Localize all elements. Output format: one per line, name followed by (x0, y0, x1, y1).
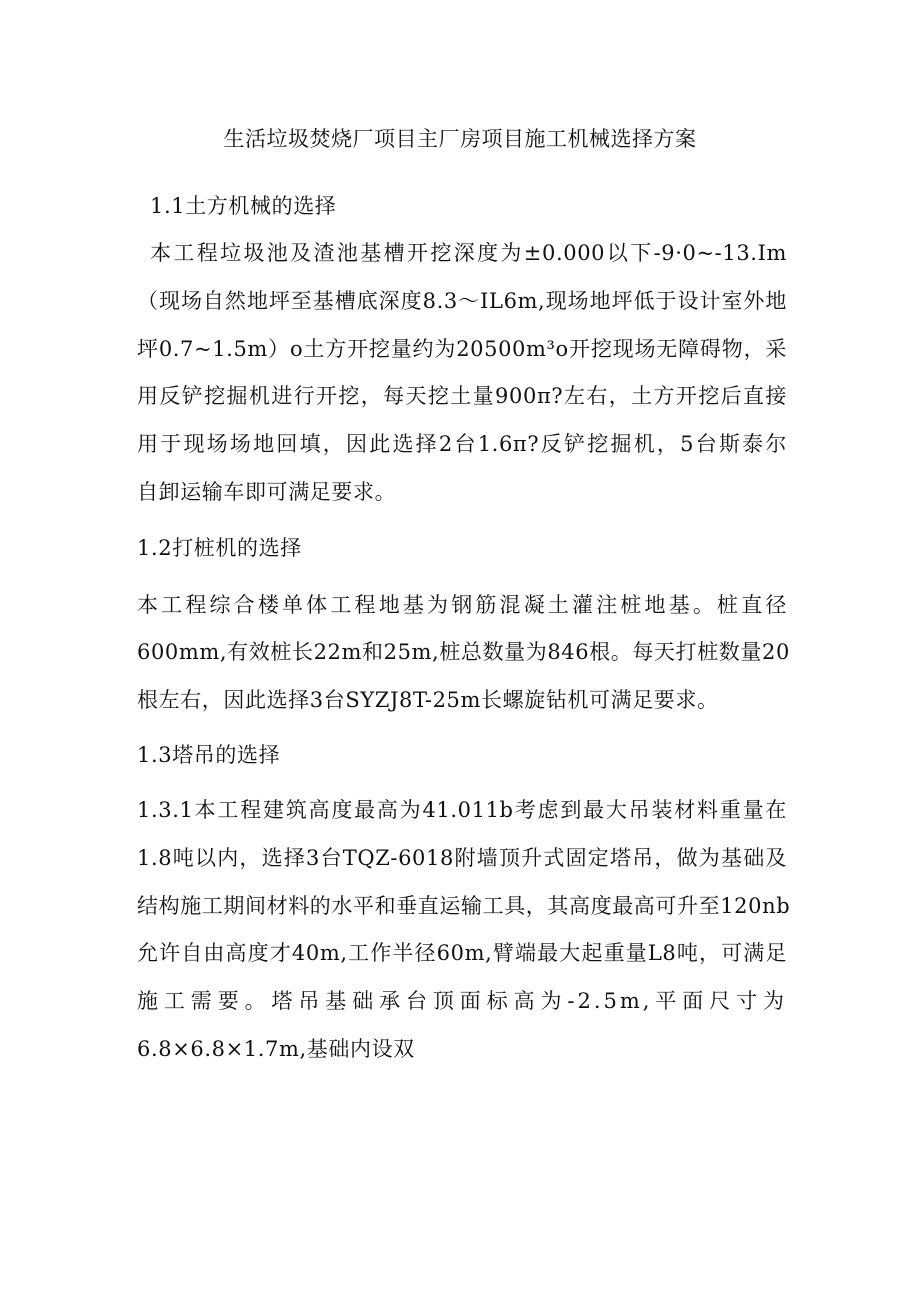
paragraph-line: 6.8×6.8×1.7m,基础内设双 (137, 1037, 415, 1061)
section-heading-1-3: 1.3塔吊的选择 (137, 743, 281, 767)
section-heading-1-2: 1.2打桩机的选择 (137, 536, 302, 560)
document-title: 生活垃圾焚烧厂项目主厂房项目施工机械选择方案 (223, 127, 697, 151)
paragraph-line: 用于现场场地回填，因此选择2台1.6π?反铲挖掘机，5台斯泰尔 (137, 432, 787, 456)
section-heading-1-1: 1.1土方机械的选择 (150, 194, 337, 218)
paragraph-line: 本工程垃圾池及渣池基槽开挖深度为±0.000以下-9·0~-13.Im (150, 241, 787, 265)
paragraph-line: 1.8吨以内，选择3台TQZ-6018附墙顶升式固定塔吊，做为基础及 (137, 846, 787, 870)
paragraph-line: 允许自由高度才40m,工作半径60m,臂端最大起重量L8吨，可满足 (137, 941, 787, 965)
paragraph-line: 施工需要。塔吊基础承台顶面标高为-2.5m,平面尺寸为 (137, 989, 787, 1013)
paragraph-line: 结构施工期间材料的水平和垂直运输工具，其高度最高可升至120nb (137, 894, 791, 918)
paragraph-line: 本工程综合楼单体工程地基为钢筋混凝土灌注桩地基。桩直径 (137, 593, 787, 617)
paragraph-line: 根左右，因此选择3台SYZJ8T-25m长螺旋钻机可满足要求。 (137, 688, 719, 712)
paragraph-line: 600mm,有效桩长22m和25m,桩总数量为846根。每天打桩数量20 (137, 640, 790, 664)
paragraph-line: 1.3.1本工程建筑高度最高为41.011b考虑到最大吊装材料重量在 (137, 798, 787, 822)
paragraph-line: （现场自然地坪至基槽底深度8.3～IL6m,现场地坪低于设计室外地 (137, 289, 787, 313)
paragraph-line: 用反铲挖掘机进行开挖，每天挖土量900π?左右，土方开挖后直接 (137, 384, 787, 408)
paragraph-line: 坪0.7~1.5m）o土方开挖量约为20500m³o开挖现场无障碍物，采 (137, 337, 787, 361)
paragraph-line: 自卸运输车即可满足要求。 (137, 480, 397, 504)
